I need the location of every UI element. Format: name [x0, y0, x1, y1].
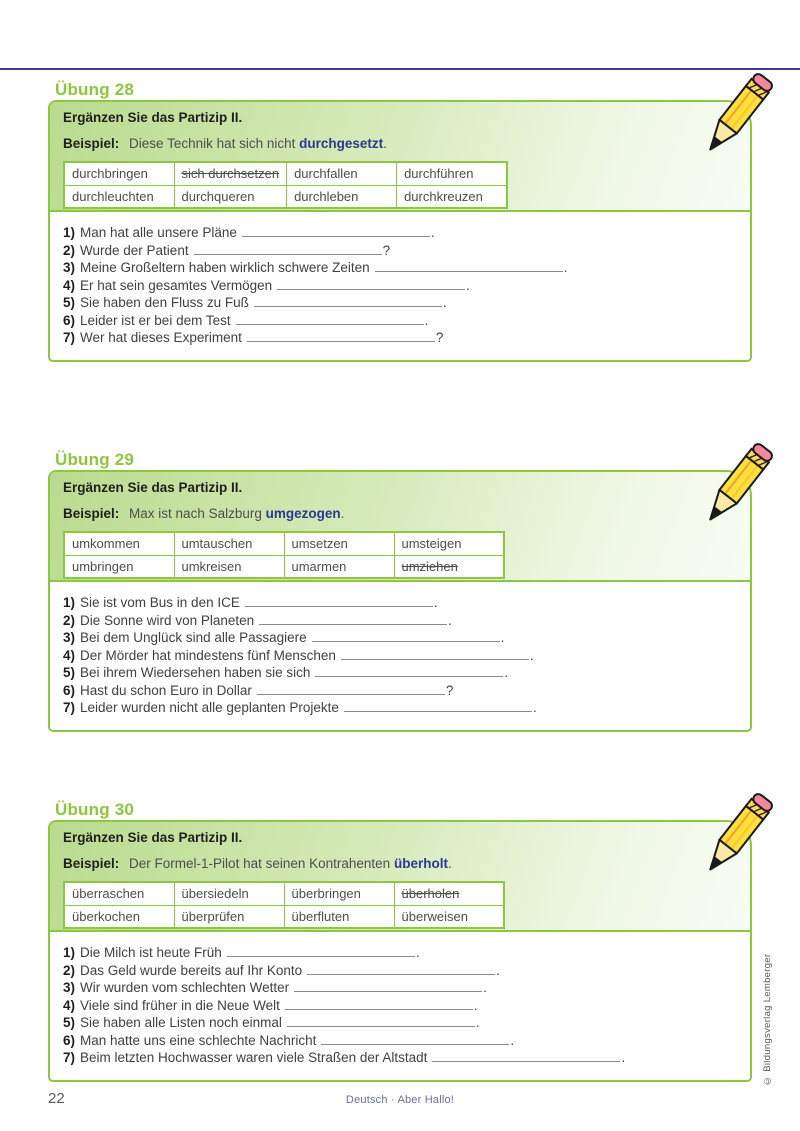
sentence-punctuation: . — [430, 225, 435, 240]
word-cell: durchführen — [397, 162, 507, 185]
word-cell: überbringen — [284, 882, 394, 905]
sentence-line — [63, 313, 736, 331]
fill-in-blank — [259, 614, 447, 625]
word-cell: umkreisen — [174, 555, 284, 578]
sentence-punctuation: . — [532, 700, 537, 715]
sentence-text: Sie haben alle Listen noch einmal — [80, 1015, 282, 1030]
sentence-punctuation: . — [500, 630, 505, 645]
sentence-text: Der Mörder hat mindestens fünf Menschen — [80, 647, 336, 663]
exercise-instruction: Ergänzen Sie das Partizip II. — [63, 480, 243, 495]
footer-book-title: Deutsch · Aber Hallo! — [345, 1094, 455, 1106]
sentence-text: Die Sonne wird von Planeten — [80, 612, 255, 628]
sentence-text: Die Milch ist heute Früh — [80, 945, 222, 960]
sentence-number: 7) — [63, 330, 76, 345]
word-cell: überprüfen — [174, 905, 284, 928]
word-cell: durchbringen — [64, 162, 174, 185]
sentence-number: 6) — [63, 312, 76, 328]
sentence-number: 5) — [63, 295, 76, 310]
sentence-text: Bei ihrem Wiedersehen haben sie sich — [80, 665, 311, 680]
sentence-punctuation: . — [483, 980, 487, 995]
sentence-text: Sie haben den Fluss zu Fuß — [80, 295, 249, 310]
sentence-number: 3) — [63, 980, 76, 995]
sentence-line — [63, 260, 736, 278]
sentence-line — [63, 665, 736, 683]
fill-in-blank — [312, 631, 500, 642]
sentence-punctuation: . — [433, 595, 438, 610]
fill-in-blank — [285, 999, 473, 1010]
exercise-ubung-28 — [48, 80, 752, 362]
example-label: Beispiel: — [63, 856, 120, 871]
sentence-line — [63, 243, 736, 261]
sentence-punctuation: ? — [435, 330, 444, 345]
example-label: Beispiel: — [63, 136, 120, 151]
sentence-number: 7) — [63, 1050, 76, 1065]
exercise-title: Übung 29 — [55, 450, 135, 469]
sentence-punctuation: . — [510, 1032, 515, 1048]
sentence-list — [50, 582, 750, 718]
sentence-line — [63, 980, 736, 998]
sentence-number: 4) — [63, 277, 76, 293]
exercise-ubung-30 — [48, 800, 752, 1082]
sentence-punctuation: . — [475, 1015, 480, 1030]
sentence-text: Sie ist vom Bus in den ICE — [80, 595, 240, 610]
example-answer: überholt — [393, 856, 448, 871]
fill-in-blank — [307, 964, 495, 975]
sentence-punctuation: . — [466, 277, 470, 293]
fill-in-blank — [277, 279, 465, 290]
exercise-ubung-29 — [48, 450, 752, 732]
sentence-line — [63, 1033, 736, 1051]
sentence-text: Leider wurden nicht alle geplanten Projekte — [80, 700, 339, 715]
word-cell-struck: überholen — [394, 882, 504, 905]
exercise-title: Übung 30 — [55, 800, 135, 819]
sentence-line — [63, 648, 736, 666]
sentence-punctuation: . — [448, 612, 452, 628]
table-row — [64, 532, 504, 555]
exercise-box — [48, 820, 752, 1082]
sentence-punctuation: . — [504, 665, 509, 680]
example-line — [63, 135, 736, 152]
sentence-punctuation: . — [621, 1050, 626, 1065]
example-period: . — [340, 506, 345, 521]
fill-in-blank — [341, 649, 529, 660]
word-bank-table — [63, 881, 505, 929]
fill-in-blank — [236, 314, 424, 325]
page-number: 22 — [48, 1090, 65, 1107]
sentence-text: Man hat alle unsere Pläne — [80, 225, 237, 240]
exercise-header-panel — [50, 472, 750, 582]
sentence-number: 7) — [63, 700, 76, 715]
sentence-text: Man hatte uns eine schlechte Nachricht — [80, 1032, 317, 1048]
sentence-line — [63, 225, 736, 243]
word-cell: durchleuchten — [64, 185, 174, 208]
word-cell: durchleben — [287, 185, 397, 208]
word-cell: umsteigen — [394, 532, 504, 555]
word-cell: umkommen — [64, 532, 174, 555]
sentence-number: 2) — [63, 242, 76, 258]
word-cell-struck: sich durchsetzen — [174, 162, 287, 185]
sentence-number: 1) — [63, 225, 76, 240]
example-answer: durchgesetzt — [299, 136, 384, 151]
sentence-line — [63, 963, 736, 981]
sentence-text: Wer hat dieses Experiment — [80, 330, 242, 345]
fill-in-blank — [344, 701, 532, 712]
sentence-number: 5) — [63, 1015, 76, 1030]
exercise-instruction: Ergänzen Sie das Partizip II. — [63, 830, 243, 845]
word-cell: überkochen — [64, 905, 174, 928]
fill-in-blank — [287, 1016, 475, 1027]
word-cell: umarmen — [284, 555, 394, 578]
exercise-header-panel — [50, 102, 750, 212]
fill-in-blank — [247, 331, 435, 342]
sentence-line — [63, 700, 736, 718]
sentence-line — [63, 330, 736, 348]
sentence-number: 3) — [63, 260, 76, 275]
sentence-number: 1) — [63, 595, 76, 610]
fill-in-blank — [194, 244, 382, 255]
word-cell: überweisen — [394, 905, 504, 928]
word-cell: überfluten — [284, 905, 394, 928]
sentence-punctuation: ? — [382, 242, 391, 258]
example-text: Der Formel-1-Pilot hat seinen Kontrahenten — [129, 856, 391, 871]
word-cell: durchfallen — [287, 162, 397, 185]
table-row — [64, 882, 504, 905]
word-cell-struck: umziehen — [394, 555, 504, 578]
sentence-punctuation: . — [563, 260, 568, 275]
sentence-number: 4) — [63, 647, 76, 663]
exercise-box — [48, 470, 752, 732]
sentence-punctuation: . — [424, 312, 429, 328]
word-bank-table — [63, 531, 505, 579]
word-cell: umtauschen — [174, 532, 284, 555]
fill-in-blank — [321, 1034, 509, 1045]
example-text: Diese Technik hat sich nicht — [129, 136, 296, 151]
sentence-text: Er hat sein gesamtes Vermögen — [80, 277, 273, 293]
sentence-punctuation: ? — [445, 682, 454, 698]
sentence-text: Hast du schon Euro in Dollar — [80, 682, 252, 698]
fill-in-blank — [254, 296, 442, 307]
example-period: . — [447, 856, 452, 871]
sentence-line — [63, 613, 736, 631]
sentence-text: Viele sind früher in die Neue Welt — [80, 997, 280, 1013]
example-text: Max ist nach Salzburg — [129, 506, 262, 521]
copyright-vertical-text: © Bildungsverlag Lemberger — [762, 953, 773, 1086]
sentence-line — [63, 630, 736, 648]
sentence-number: 3) — [63, 630, 76, 645]
example-line — [63, 505, 736, 522]
sentence-line — [63, 295, 736, 313]
fill-in-blank — [432, 1051, 620, 1062]
sentence-number: 5) — [63, 665, 76, 680]
sentence-number: 6) — [63, 682, 76, 698]
sentence-punctuation: . — [529, 647, 534, 663]
exercise-header-panel — [50, 822, 750, 932]
sentence-line — [63, 595, 736, 613]
exercise-box — [48, 100, 752, 362]
sentence-text: Wir wurden vom schlechten Wetter — [80, 980, 290, 995]
sentence-text: Leider ist er bei dem Test — [80, 312, 231, 328]
sentence-text: Bei dem Unglück sind alle Passagiere — [80, 630, 307, 645]
word-cell: durchkreuzen — [397, 185, 507, 208]
sentence-line — [63, 998, 736, 1016]
sentence-line — [63, 945, 736, 963]
sentence-number: 4) — [63, 997, 76, 1013]
sentence-number: 1) — [63, 945, 76, 960]
sentence-number: 2) — [63, 962, 76, 978]
example-label: Beispiel: — [63, 506, 120, 521]
sentence-punctuation: . — [442, 295, 447, 310]
fill-in-blank — [227, 946, 415, 957]
sentence-punctuation: . — [415, 945, 420, 960]
fill-in-blank — [375, 261, 563, 272]
table-row — [64, 162, 507, 185]
example-answer: umgezogen — [265, 506, 341, 521]
example-line — [63, 855, 736, 872]
sentence-list — [50, 212, 750, 348]
sentence-text: Meine Großeltern haben wirklich schwere Zeiten — [80, 260, 370, 275]
sentence-line — [63, 1015, 736, 1033]
sentence-text: Beim letzten Hochwasser waren viele Straßen der Altstadt — [80, 1050, 428, 1065]
word-cell: umbringen — [64, 555, 174, 578]
sentence-line — [63, 683, 736, 701]
fill-in-blank — [257, 684, 445, 695]
fill-in-blank — [245, 596, 433, 607]
table-row — [64, 905, 504, 928]
fill-in-blank — [294, 981, 482, 992]
sentence-text: Wurde der Patient — [80, 242, 189, 258]
table-row — [64, 555, 504, 578]
sentence-list — [50, 932, 750, 1068]
word-cell: übersiedeln — [174, 882, 284, 905]
word-cell: durchqueren — [174, 185, 287, 208]
sentence-number: 2) — [63, 612, 76, 628]
exercise-title: Übung 28 — [55, 80, 135, 99]
word-cell: umsetzen — [284, 532, 394, 555]
fill-in-blank — [242, 226, 430, 237]
word-cell: überraschen — [64, 882, 174, 905]
example-period: . — [383, 136, 387, 151]
sentence-text: Das Geld wurde bereits auf Ihr Konto — [80, 962, 303, 978]
exercise-instruction: Ergänzen Sie das Partizip II. — [63, 110, 243, 125]
sentence-line — [63, 278, 736, 296]
sentence-line — [63, 1050, 736, 1068]
sentence-punctuation: . — [496, 962, 500, 978]
sentence-number: 6) — [63, 1032, 76, 1048]
fill-in-blank — [315, 666, 503, 677]
table-row — [64, 185, 507, 208]
header-rule — [0, 68, 800, 70]
word-bank-table — [63, 161, 508, 209]
sentence-punctuation: . — [473, 997, 478, 1013]
